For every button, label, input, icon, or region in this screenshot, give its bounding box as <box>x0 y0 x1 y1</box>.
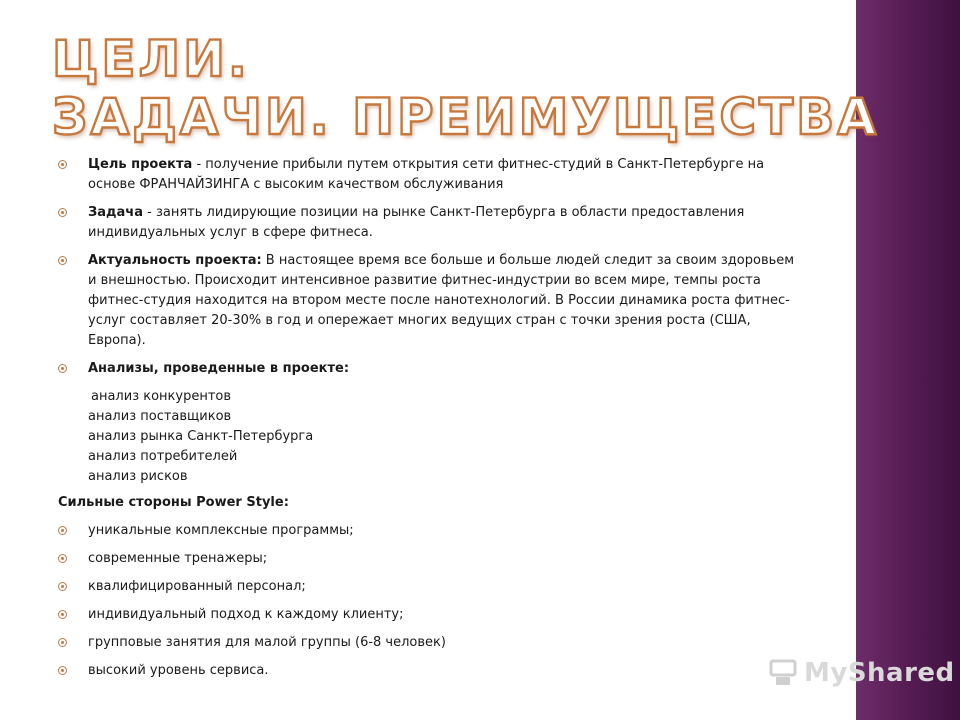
bullet-analyses <box>58 359 798 379</box>
watermark-text: MyShared <box>804 658 955 688</box>
bullet-marker-icon <box>58 638 67 647</box>
bullet-marker-icon <box>58 610 67 619</box>
title-line-1: ЦЕЛИ. <box>52 30 250 88</box>
slide-content <box>58 155 798 689</box>
bullet-marker-icon <box>58 582 67 591</box>
strength-item <box>58 577 798 597</box>
strength-text: квалифицированный персонал; <box>88 579 306 594</box>
strength-text: индивидуальный подход к каждому клиенту; <box>88 607 404 622</box>
slide-title <box>52 30 879 146</box>
analysis-item: анализ поставщиков <box>88 409 232 424</box>
analysis-item: анализ конкурентов <box>91 389 232 404</box>
bullet-text: В настоящее время все больше и больше людей следит за своим здоровьем и внешностью. Происходит интенсивное развитие фитнес-индустрии во всем мире, темпы роста фитнес-студия находится на втором месте после нанотехнологий. В России динамика роста фитнес-услуг составляет 20-30% в год и опережает многих ведущих стран с точки зрения роста (США, Европа). <box>88 253 795 348</box>
bullet-marker-icon <box>58 208 67 217</box>
bullet-marker-icon <box>58 160 67 169</box>
bullet-text: - получение прибыли путем открытия сети фитнес-студий в Санкт-Петербурге на основе ФРАНЧАЙЗИНГА с высоким качеством обслуживания <box>88 157 765 192</box>
bullet-term: Актуальность проекта: <box>88 253 262 268</box>
bullet-marker-icon <box>58 666 67 675</box>
strength-item <box>58 661 798 681</box>
strength-item <box>58 549 798 569</box>
bullet-relevance <box>58 251 798 351</box>
myshared-watermark <box>768 656 955 690</box>
analysis-item: анализ рынка Санкт-Петербурга <box>88 429 314 444</box>
strength-text: современные тренажеры; <box>88 551 268 566</box>
bullet-term: Анализы, проведенные в проекте: <box>88 361 350 376</box>
bullet-text: - занять лидирующие позиции на рынке Санкт-Петербурга в области предоставления индивидуальных услуг в сфере фитнеса. <box>88 205 745 240</box>
bullet-marker-icon <box>58 256 67 265</box>
bullet-goal <box>58 155 798 195</box>
strength-text: групповые занятия для малой группы (6-8 человек) <box>88 635 446 650</box>
myshared-logo-icon <box>768 659 798 687</box>
analyses-list <box>58 387 798 487</box>
bullet-marker-icon <box>58 526 67 535</box>
bullet-term: Цель проекта <box>88 157 193 172</box>
strength-text: высокий уровень сервиса. <box>88 663 269 678</box>
title-line-2: ЗАДАЧИ. ПРЕИМУЩЕСТВА <box>52 88 879 146</box>
analysis-item: анализ потребителей <box>88 449 238 464</box>
strength-item <box>58 633 798 653</box>
bullet-task <box>58 203 798 243</box>
strength-text: уникальные комплексные программы; <box>88 523 354 538</box>
bullet-marker-icon <box>58 364 67 373</box>
strength-item <box>58 521 798 541</box>
analysis-item: анализ рисков <box>88 469 188 484</box>
strengths-heading: Сильные стороны Power Style: <box>58 495 289 510</box>
bullet-marker-icon <box>58 554 67 563</box>
bullet-term: Задача <box>88 205 143 220</box>
strength-item <box>58 605 798 625</box>
